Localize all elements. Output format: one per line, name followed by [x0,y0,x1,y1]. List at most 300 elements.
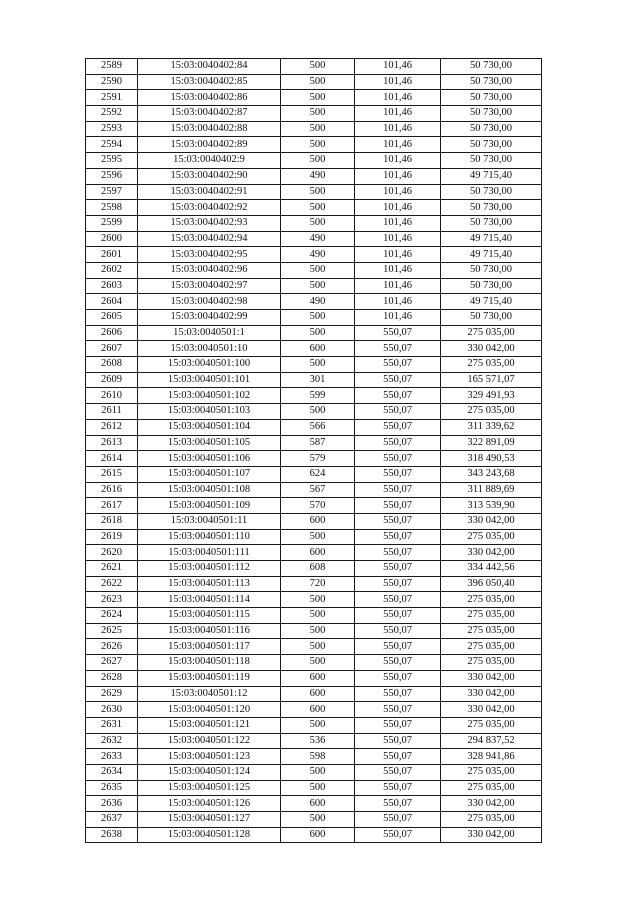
rate-cell: 550,07 [355,372,441,388]
table-row [86,749,542,765]
area-cell: 608 [281,561,355,577]
table-row [86,608,542,624]
cadastral-number-cell: 15:03:0040501:116 [138,623,281,639]
area-cell: 587 [281,435,355,451]
value-cell: 318 490,53 [441,451,542,467]
value-cell: 275 035,00 [441,812,542,828]
value-cell: 49 715,40 [441,168,542,184]
row-number-cell: 2605 [86,310,138,326]
table-row [86,435,542,451]
value-cell: 49 715,40 [441,231,542,247]
area-cell: 500 [281,121,355,137]
rate-cell: 550,07 [355,780,441,796]
rate-cell: 101,46 [355,184,441,200]
rate-cell: 101,46 [355,200,441,216]
cadastral-number-cell: 15:03:0040402:97 [138,278,281,294]
table-row [86,388,542,404]
table-row [86,513,542,529]
table-row [86,74,542,90]
area-cell: 500 [281,608,355,624]
row-number-cell: 2593 [86,121,138,137]
rate-cell: 550,07 [355,561,441,577]
value-cell: 330 042,00 [441,702,542,718]
rate-cell: 550,07 [355,357,441,373]
row-number-cell: 2617 [86,498,138,514]
value-cell: 50 730,00 [441,262,542,278]
table-row [86,812,542,828]
cadastral-number-cell: 15:03:0040501:121 [138,717,281,733]
cadastral-number-cell: 15:03:0040501:114 [138,592,281,608]
table-row [86,215,542,231]
value-cell: 330 042,00 [441,545,542,561]
value-cell: 275 035,00 [441,717,542,733]
value-cell: 49 715,40 [441,294,542,310]
cadastral-number-cell: 15:03:0040501:11 [138,513,281,529]
table-row [86,670,542,686]
value-cell: 334 442,56 [441,561,542,577]
table-row [86,325,542,341]
rate-cell: 101,46 [355,262,441,278]
value-cell: 329 491,93 [441,388,542,404]
area-cell: 500 [281,325,355,341]
cadastral-number-cell: 15:03:0040501:110 [138,529,281,545]
table-row [86,545,542,561]
cadastral-number-cell: 15:03:0040402:95 [138,247,281,263]
area-cell: 500 [281,812,355,828]
table-row [86,341,542,357]
area-cell: 624 [281,466,355,482]
rate-cell: 550,07 [355,592,441,608]
area-cell: 500 [281,74,355,90]
area-cell: 500 [281,529,355,545]
table-row [86,184,542,200]
area-cell: 500 [281,717,355,733]
row-number-cell: 2599 [86,215,138,231]
row-number-cell: 2625 [86,623,138,639]
area-cell: 600 [281,513,355,529]
row-number-cell: 2612 [86,419,138,435]
value-cell: 275 035,00 [441,529,542,545]
rate-cell: 101,46 [355,215,441,231]
value-cell: 330 042,00 [441,670,542,686]
table-row [86,168,542,184]
cadastral-number-cell: 15:03:0040402:88 [138,121,281,137]
table-row [86,796,542,812]
value-cell: 165 571,07 [441,372,542,388]
cadastral-number-cell: 15:03:0040501:120 [138,702,281,718]
value-cell: 275 035,00 [441,623,542,639]
value-cell: 50 730,00 [441,121,542,137]
land-plot-table [85,58,542,843]
row-number-cell: 2631 [86,717,138,733]
value-cell: 328 941,86 [441,749,542,765]
cadastral-number-cell: 15:03:0040402:91 [138,184,281,200]
cadastral-number-cell: 15:03:0040402:94 [138,231,281,247]
value-cell: 330 042,00 [441,341,542,357]
cadastral-number-cell: 15:03:0040501:12 [138,686,281,702]
rate-cell: 550,07 [355,576,441,592]
area-cell: 500 [281,59,355,75]
value-cell: 396 050,40 [441,576,542,592]
row-number-cell: 2623 [86,592,138,608]
cadastral-number-cell: 15:03:0040501:126 [138,796,281,812]
row-number-cell: 2615 [86,466,138,482]
cadastral-number-cell: 15:03:0040501:105 [138,435,281,451]
table-row [86,764,542,780]
rate-cell: 550,07 [355,670,441,686]
rate-cell: 550,07 [355,717,441,733]
area-cell: 500 [281,106,355,122]
area-cell: 500 [281,404,355,420]
table-row [86,404,542,420]
row-number-cell: 2633 [86,749,138,765]
cadastral-number-cell: 15:03:0040501:10 [138,341,281,357]
cadastral-number-cell: 15:03:0040501:109 [138,498,281,514]
row-number-cell: 2598 [86,200,138,216]
row-number-cell: 2616 [86,482,138,498]
value-cell: 330 042,00 [441,827,542,843]
area-cell: 500 [281,262,355,278]
rate-cell: 550,07 [355,686,441,702]
table-row [86,137,542,153]
area-cell: 600 [281,341,355,357]
rate-cell: 550,07 [355,827,441,843]
cadastral-number-cell: 15:03:0040501:100 [138,357,281,373]
rate-cell: 550,07 [355,513,441,529]
row-number-cell: 2590 [86,74,138,90]
value-cell: 330 042,00 [441,513,542,529]
value-cell: 275 035,00 [441,404,542,420]
table-row [86,231,542,247]
table-row [86,451,542,467]
area-cell: 500 [281,278,355,294]
cadastral-number-cell: 15:03:0040501:122 [138,733,281,749]
table-row [86,529,542,545]
row-number-cell: 2637 [86,812,138,828]
rate-cell: 550,07 [355,608,441,624]
cadastral-number-cell: 15:03:0040501:112 [138,561,281,577]
table-row [86,262,542,278]
row-number-cell: 2608 [86,357,138,373]
rate-cell: 101,46 [355,247,441,263]
value-cell: 294 837,52 [441,733,542,749]
table-row [86,498,542,514]
cadastral-number-cell: 15:03:0040501:104 [138,419,281,435]
area-cell: 500 [281,184,355,200]
area-cell: 500 [281,153,355,169]
rate-cell: 550,07 [355,482,441,498]
table-row [86,780,542,796]
row-number-cell: 2613 [86,435,138,451]
row-number-cell: 2635 [86,780,138,796]
value-cell: 50 730,00 [441,90,542,106]
value-cell: 50 730,00 [441,106,542,122]
row-number-cell: 2638 [86,827,138,843]
area-cell: 600 [281,686,355,702]
area-cell: 500 [281,310,355,326]
value-cell: 50 730,00 [441,215,542,231]
cadastral-number-cell: 15:03:0040402:85 [138,74,281,90]
table-row [86,576,542,592]
rate-cell: 550,07 [355,498,441,514]
cadastral-number-cell: 15:03:0040501:101 [138,372,281,388]
value-cell: 322 891,09 [441,435,542,451]
cadastral-number-cell: 15:03:0040402:93 [138,215,281,231]
value-cell: 275 035,00 [441,357,542,373]
cadastral-number-cell: 15:03:0040402:84 [138,59,281,75]
area-cell: 600 [281,702,355,718]
table-row [86,655,542,671]
value-cell: 275 035,00 [441,764,542,780]
table-row [86,733,542,749]
value-cell: 50 730,00 [441,278,542,294]
cadastral-number-cell: 15:03:0040402:98 [138,294,281,310]
cadastral-number-cell: 15:03:0040402:96 [138,262,281,278]
cadastral-number-cell: 15:03:0040501:115 [138,608,281,624]
row-number-cell: 2626 [86,639,138,655]
cadastral-number-cell: 15:03:0040501:124 [138,764,281,780]
rate-cell: 550,07 [355,466,441,482]
cadastral-number-cell: 15:03:0040402:92 [138,200,281,216]
rate-cell: 550,07 [355,404,441,420]
area-cell: 600 [281,670,355,686]
table-row [86,717,542,733]
value-cell: 330 042,00 [441,796,542,812]
value-cell: 50 730,00 [441,200,542,216]
table-body [86,59,542,843]
area-cell: 500 [281,764,355,780]
value-cell: 50 730,00 [441,74,542,90]
row-number-cell: 2595 [86,153,138,169]
area-cell: 500 [281,90,355,106]
row-number-cell: 2636 [86,796,138,812]
rate-cell: 550,07 [355,341,441,357]
value-cell: 50 730,00 [441,59,542,75]
table-row [86,827,542,843]
area-cell: 600 [281,796,355,812]
cadastral-number-cell: 15:03:0040402:87 [138,106,281,122]
cadastral-number-cell: 15:03:0040501:119 [138,670,281,686]
table-row [86,200,542,216]
table-row [86,357,542,373]
area-cell: 600 [281,827,355,843]
row-number-cell: 2604 [86,294,138,310]
area-cell: 598 [281,749,355,765]
row-number-cell: 2596 [86,168,138,184]
cadastral-number-cell: 15:03:0040402:9 [138,153,281,169]
area-cell: 500 [281,357,355,373]
rate-cell: 550,07 [355,388,441,404]
row-number-cell: 2594 [86,137,138,153]
value-cell: 275 035,00 [441,592,542,608]
cadastral-number-cell: 15:03:0040402:99 [138,310,281,326]
row-number-cell: 2610 [86,388,138,404]
rate-cell: 101,46 [355,90,441,106]
area-cell: 600 [281,545,355,561]
table-row [86,639,542,655]
cadastral-number-cell: 15:03:0040501:118 [138,655,281,671]
cadastral-number-cell: 15:03:0040402:90 [138,168,281,184]
rate-cell: 550,07 [355,764,441,780]
cadastral-number-cell: 15:03:0040501:113 [138,576,281,592]
rate-cell: 550,07 [355,702,441,718]
area-cell: 500 [281,780,355,796]
row-number-cell: 2630 [86,702,138,718]
rate-cell: 101,46 [355,106,441,122]
rate-cell: 550,07 [355,796,441,812]
rate-cell: 550,07 [355,529,441,545]
rate-cell: 550,07 [355,325,441,341]
value-cell: 311 339,62 [441,419,542,435]
row-number-cell: 2589 [86,59,138,75]
rate-cell: 550,07 [355,812,441,828]
area-cell: 566 [281,419,355,435]
rate-cell: 101,46 [355,168,441,184]
area-cell: 500 [281,592,355,608]
rate-cell: 550,07 [355,451,441,467]
cadastral-number-cell: 15:03:0040501:108 [138,482,281,498]
row-number-cell: 2620 [86,545,138,561]
row-number-cell: 2601 [86,247,138,263]
row-number-cell: 2624 [86,608,138,624]
cadastral-number-cell: 15:03:0040501:125 [138,780,281,796]
row-number-cell: 2628 [86,670,138,686]
rate-cell: 101,46 [355,59,441,75]
value-cell: 275 035,00 [441,608,542,624]
row-number-cell: 2621 [86,561,138,577]
area-cell: 500 [281,623,355,639]
cadastral-number-cell: 15:03:0040501:103 [138,404,281,420]
row-number-cell: 2627 [86,655,138,671]
row-number-cell: 2619 [86,529,138,545]
table-row [86,59,542,75]
cadastral-number-cell: 15:03:0040501:123 [138,749,281,765]
rate-cell: 550,07 [355,545,441,561]
rate-cell: 101,46 [355,121,441,137]
area-cell: 599 [281,388,355,404]
rate-cell: 101,46 [355,153,441,169]
row-number-cell: 2609 [86,372,138,388]
row-number-cell: 2600 [86,231,138,247]
value-cell: 50 730,00 [441,310,542,326]
cadastral-number-cell: 15:03:0040402:86 [138,90,281,106]
cadastral-number-cell: 15:03:0040501:102 [138,388,281,404]
area-cell: 500 [281,655,355,671]
row-number-cell: 2592 [86,106,138,122]
rate-cell: 101,46 [355,278,441,294]
value-cell: 275 035,00 [441,325,542,341]
rate-cell: 550,07 [355,639,441,655]
row-number-cell: 2611 [86,404,138,420]
table-row [86,419,542,435]
table-row [86,90,542,106]
rate-cell: 550,07 [355,623,441,639]
cadastral-number-cell: 15:03:0040501:117 [138,639,281,655]
area-cell: 500 [281,137,355,153]
cadastral-number-cell: 15:03:0040501:1 [138,325,281,341]
table-row [86,106,542,122]
value-cell: 311 889,69 [441,482,542,498]
table-row [86,310,542,326]
table-row [86,686,542,702]
value-cell: 49 715,40 [441,247,542,263]
cadastral-number-cell: 15:03:0040501:111 [138,545,281,561]
area-cell: 570 [281,498,355,514]
row-number-cell: 2618 [86,513,138,529]
value-cell: 330 042,00 [441,686,542,702]
row-number-cell: 2634 [86,764,138,780]
table-row [86,247,542,263]
table-row [86,121,542,137]
value-cell: 275 035,00 [441,639,542,655]
area-cell: 536 [281,733,355,749]
cadastral-number-cell: 15:03:0040501:128 [138,827,281,843]
cadastral-number-cell: 15:03:0040501:127 [138,812,281,828]
area-cell: 301 [281,372,355,388]
area-cell: 490 [281,247,355,263]
cadastral-number-cell: 15:03:0040402:89 [138,137,281,153]
table-row [86,592,542,608]
value-cell: 50 730,00 [441,184,542,200]
rate-cell: 101,46 [355,137,441,153]
rate-cell: 550,07 [355,419,441,435]
cadastral-number-cell: 15:03:0040501:106 [138,451,281,467]
row-number-cell: 2606 [86,325,138,341]
rate-cell: 550,07 [355,749,441,765]
area-cell: 500 [281,200,355,216]
area-cell: 490 [281,231,355,247]
area-cell: 500 [281,639,355,655]
cadastral-number-cell: 15:03:0040501:107 [138,466,281,482]
row-number-cell: 2614 [86,451,138,467]
row-number-cell: 2607 [86,341,138,357]
table-row [86,623,542,639]
value-cell: 275 035,00 [441,780,542,796]
row-number-cell: 2629 [86,686,138,702]
rate-cell: 101,46 [355,310,441,326]
row-number-cell: 2622 [86,576,138,592]
table-row [86,294,542,310]
rate-cell: 550,07 [355,435,441,451]
row-number-cell: 2591 [86,90,138,106]
rate-cell: 550,07 [355,655,441,671]
table-row [86,702,542,718]
value-cell: 313 539,90 [441,498,542,514]
area-cell: 579 [281,451,355,467]
area-cell: 500 [281,215,355,231]
area-cell: 490 [281,294,355,310]
row-number-cell: 2603 [86,278,138,294]
table-row [86,153,542,169]
table-row [86,372,542,388]
row-number-cell: 2602 [86,262,138,278]
area-cell: 567 [281,482,355,498]
row-number-cell: 2597 [86,184,138,200]
value-cell: 50 730,00 [441,153,542,169]
value-cell: 275 035,00 [441,655,542,671]
value-cell: 343 243,68 [441,466,542,482]
rate-cell: 101,46 [355,74,441,90]
rate-cell: 550,07 [355,733,441,749]
area-cell: 490 [281,168,355,184]
value-cell: 50 730,00 [441,137,542,153]
table-row [86,466,542,482]
rate-cell: 101,46 [355,231,441,247]
rate-cell: 101,46 [355,294,441,310]
table-row [86,561,542,577]
row-number-cell: 2632 [86,733,138,749]
area-cell: 720 [281,576,355,592]
